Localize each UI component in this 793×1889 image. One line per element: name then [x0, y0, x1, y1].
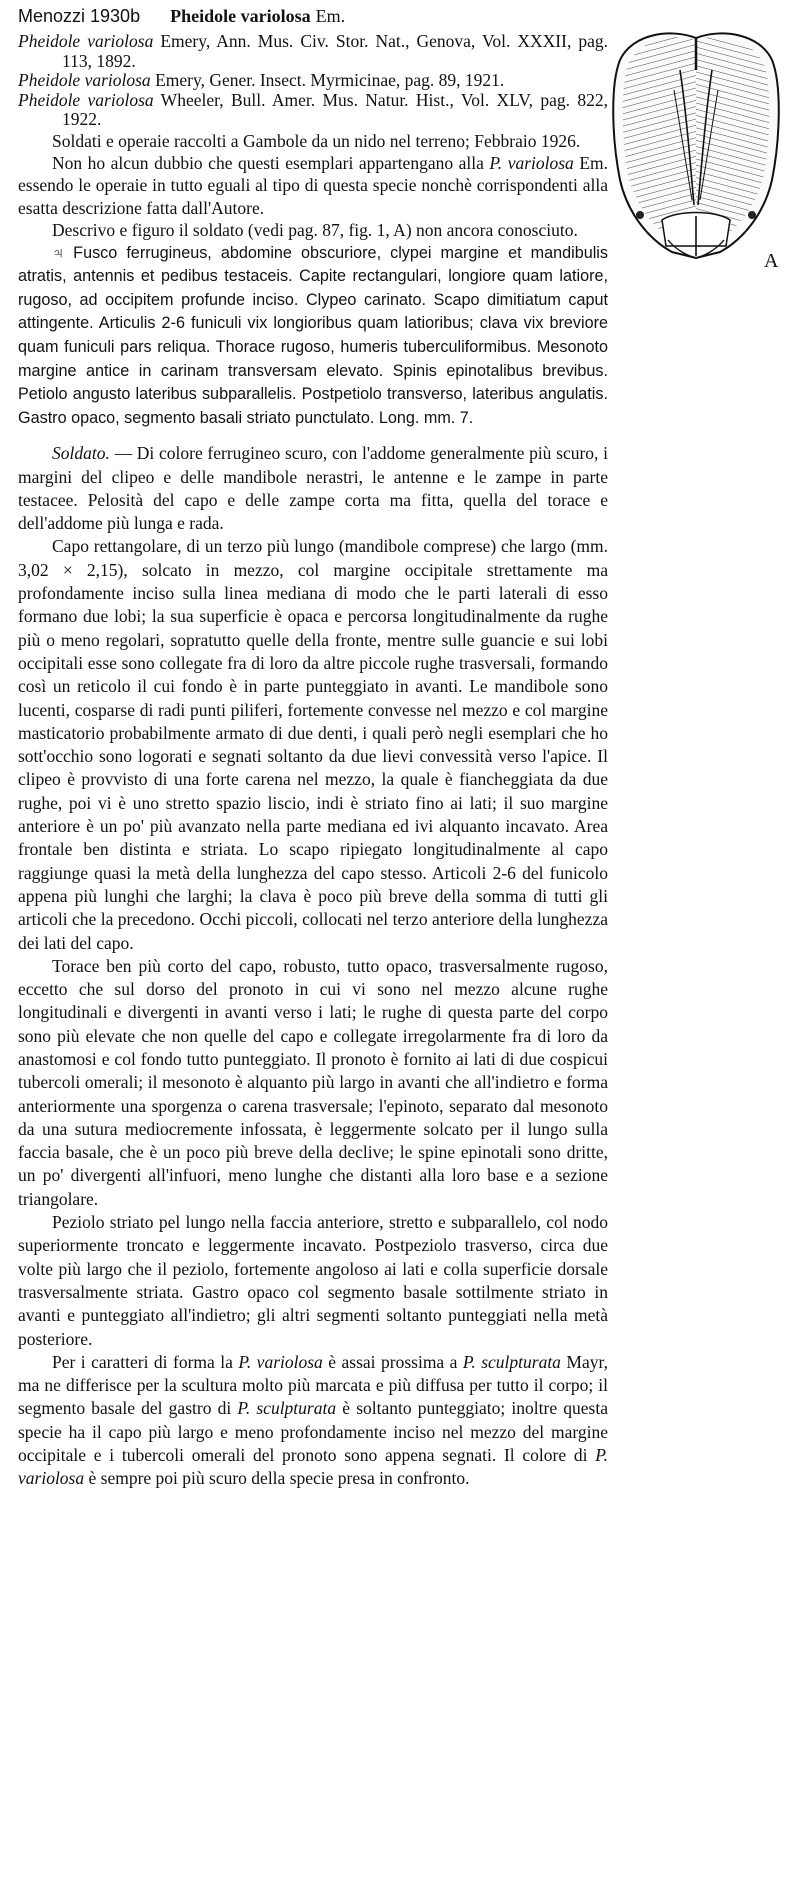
head-outline — [613, 33, 779, 258]
species-name: P. sculpturata — [237, 1398, 337, 1419]
text-run: è sempre poi più scuro della specie presa in confronto. — [84, 1468, 470, 1489]
intro-paragraph-2 — [18, 152, 608, 219]
citation-text: Wheeler, Bull. Amer. Mus. Natur. Hist., Vol. XLV, pag. 822, 1922. — [62, 89, 608, 129]
text-run: Mayr, ma ne differisce per la scultura molto più marcata e più diffusa per tutto il corpo; il segmento basale del gastro di — [18, 1351, 608, 1419]
soldier-head-figure — [610, 30, 782, 280]
description-paragraph-3: Torace ben più corto del capo, robusto, tutto opaco, trasversalmente rugoso, eccetto che sul dorso del pronoto in cui vi sono nel mezzo alcune rughe longitudinali e divergenti in avanti verso i lati; le rughe di questa parte del corpo sono più elevate che non quelle del capo e collegate irregolarmente fra di loro da anastomosi e col fondo tutto punteggiato. Il pronoto è fornito ai lati di due cospicui tubercoli omerali; il mesonoto è alquanto più largo in avanti che all'indietro e forma anteriormente una sporgenza o carena trasversale; l'epinoto, separato dal mesonoto da una sutura mediocremente infossata, è leggermente solcato per il lungo sulla faccia basale, che è un poco più breve della declive; le spine epinotali sono dritte, un po' divergenti all'infuori, meno lunghe che distanti alla loro base e a sezione triangolare. — [18, 955, 608, 1209]
description-paragraph-5 — [18, 1351, 608, 1491]
text-run: Em. essendo le operaie in tutto eguali al tipo di questa specie nonchè corrispondenti alla esatta descrizione fatta dall'Autore. — [18, 152, 608, 218]
text-run: Non ho alcun dubbio che questi esemplari appartengano alla — [52, 152, 490, 173]
species-name: P. variolosa — [18, 1445, 608, 1489]
citation-species: Pheidole variolosa — [18, 31, 154, 51]
text-run: è soltanto punteggiato; inoltre questa specie ha il capo più largo e meno profondamente inciso nel mezzo del margine occipitale e i tubercoli omerali del pronoto sono appena segnati. Il colore di — [18, 1398, 608, 1466]
species-name: P. variolosa — [489, 152, 574, 173]
text-run: Per i caratteri di forma la — [52, 1351, 239, 1372]
taxon-author: Em. — [315, 6, 346, 26]
citation-text: Emery, Ann. Mus. Civ. Stor. Nat., Genova, Vol. XXXII, pag. 113, 1892. — [62, 31, 608, 71]
species-name: P. sculpturata — [462, 1351, 561, 1372]
text-run: è assai prossima a — [322, 1351, 463, 1372]
soldier-symbol: ♃ — [52, 243, 65, 262]
intro-paragraph-1: Soldati e operaie raccolti a Gambole da un nido nel terreno; Febbraio 1926. — [52, 130, 581, 151]
page-header — [18, 6, 608, 32]
citation-1 — [18, 32, 608, 71]
intro-paragraph-3: Descrivo e figuro il soldato (vedi pag. 87, fig. 1, A) non ancora conosciuto. — [52, 220, 578, 241]
figure-label: A — [764, 250, 779, 272]
description-paragraph-1 — [18, 442, 608, 535]
description-paragraph-4: Peziolo striato pel lungo nella faccia anteriore, stretto e subparallelo, col nodo superiormente troncato e leggermente incavato. Postpeziolo trasverso, circa due volte più largo che il peziolo, fortemente angoloso ai lati e colla superficie dorsale trasversalmente striata. Gastro opaco col segmento basale sottilmente striato in avanti e punteggiato all'indietro; gli altri segmenti soltanto punteggiati nella metà posteriore. — [18, 1212, 608, 1349]
section-gap — [18, 430, 608, 442]
latin-diagnosis — [18, 242, 608, 431]
citation-species: Pheidole variolosa — [18, 70, 151, 90]
text-run: — Di colore ferrugineo scuro, con l'addome generalmente più scuro, i margini del clipeo e delle mandibole nerastri, le antenne e le zampe in parte testacee. Pelosità del capo e delle zampe corta ma fitta, quella del torace e dell'addome più lunga e rada. — [18, 443, 608, 534]
citation-text: Emery, Gener. Insect. Myrmicinae, pag. 89, 1921. — [150, 70, 505, 90]
description-paragraph-2: Capo rettangolare, di un terzo più lungo (mandibole comprese) che largo (mm. 3,02 × 2,15), solcato in mezzo, col margine occipitale strettamente ma profondamente inciso sulla linea mediana di modo che le parti laterali di esso formano due lobi; la sua superficie è opaca e percorsa longitudinalmente da rughe più o meno regolari, sopratutto quelle della fronte, mentre sulle guancie e sui lobi occipitali esse sono collegate fra di loro da altre piccole rughe trasversali, formando così un reticolo il cui fondo è in parte punteggiato in avanti. Le mandibole sono lucenti, cosparse di radi punti piliferi, fortemente convesse nel mezzo e col margine masticatorio probabilmente armato di due denti, i quali però negli esemplari che ho sott'occhio sono logorati e segnati soltanto da due lievi convessità verso l'apice. Il clipeo è provvisto di una forte carena nel mezzo, la quale è fiancheggiata da due rughe, poi vi è uno stretto spazio liscio, indi è striato fino ai lati; il suo margine anteriore è un po' più avanzato nella parte mediana ed ivi alquanto incavato. Area frontale ben distinta e striata. Lo scapo ripiegato longitudinalmente al capo raggiunge quasi la metà della lunghezza del capo stesso. Articoli 2-6 del funicolo appena più lunghi che larghi; la clava è poco più breve della somma di tutti gli articoli che la precedono. Occhi piccoli, collocati nel terzo anteriore della lunghezza dei lati del capo. — [18, 536, 608, 953]
citation-species: Pheidole variolosa — [18, 89, 154, 110]
document-page — [18, 6, 608, 1491]
reference-label: Menozzi 1930b — [18, 6, 141, 26]
citation-2 — [18, 71, 608, 91]
latin-text: Fusco ferrugineus, abdomine obscuriore, clypei margine et mandibulis atratis, antennis et pedibus testaceis. Capite rectangulari, longiore quam latiore, rugoso, ad occipitem profunde inciso. Clypeo carinato. Scapo dimitiatum caput attingente. Articulis 2-6 funiculi vix longioribus quam latioribus; clava vix breviore quam funiculi pars reliqua. Thorace rugoso, humeris tuberculiformibus. Mesonoto margine antice in carinam transversam elevato. Spinis epinotalibus brevibus. Petiolo angusto lateribus subparallelis. Postpetiolo transverso, lateribus angulatis. Gastro opaco, segmento basali striato punctulato. Long. mm. 7. — [18, 243, 608, 427]
taxon-name: Pheidole variolosa — [170, 6, 311, 26]
soldato-label: Soldato. — [52, 443, 110, 464]
species-name: P. variolosa — [238, 1351, 323, 1372]
citation-3 — [18, 91, 608, 130]
